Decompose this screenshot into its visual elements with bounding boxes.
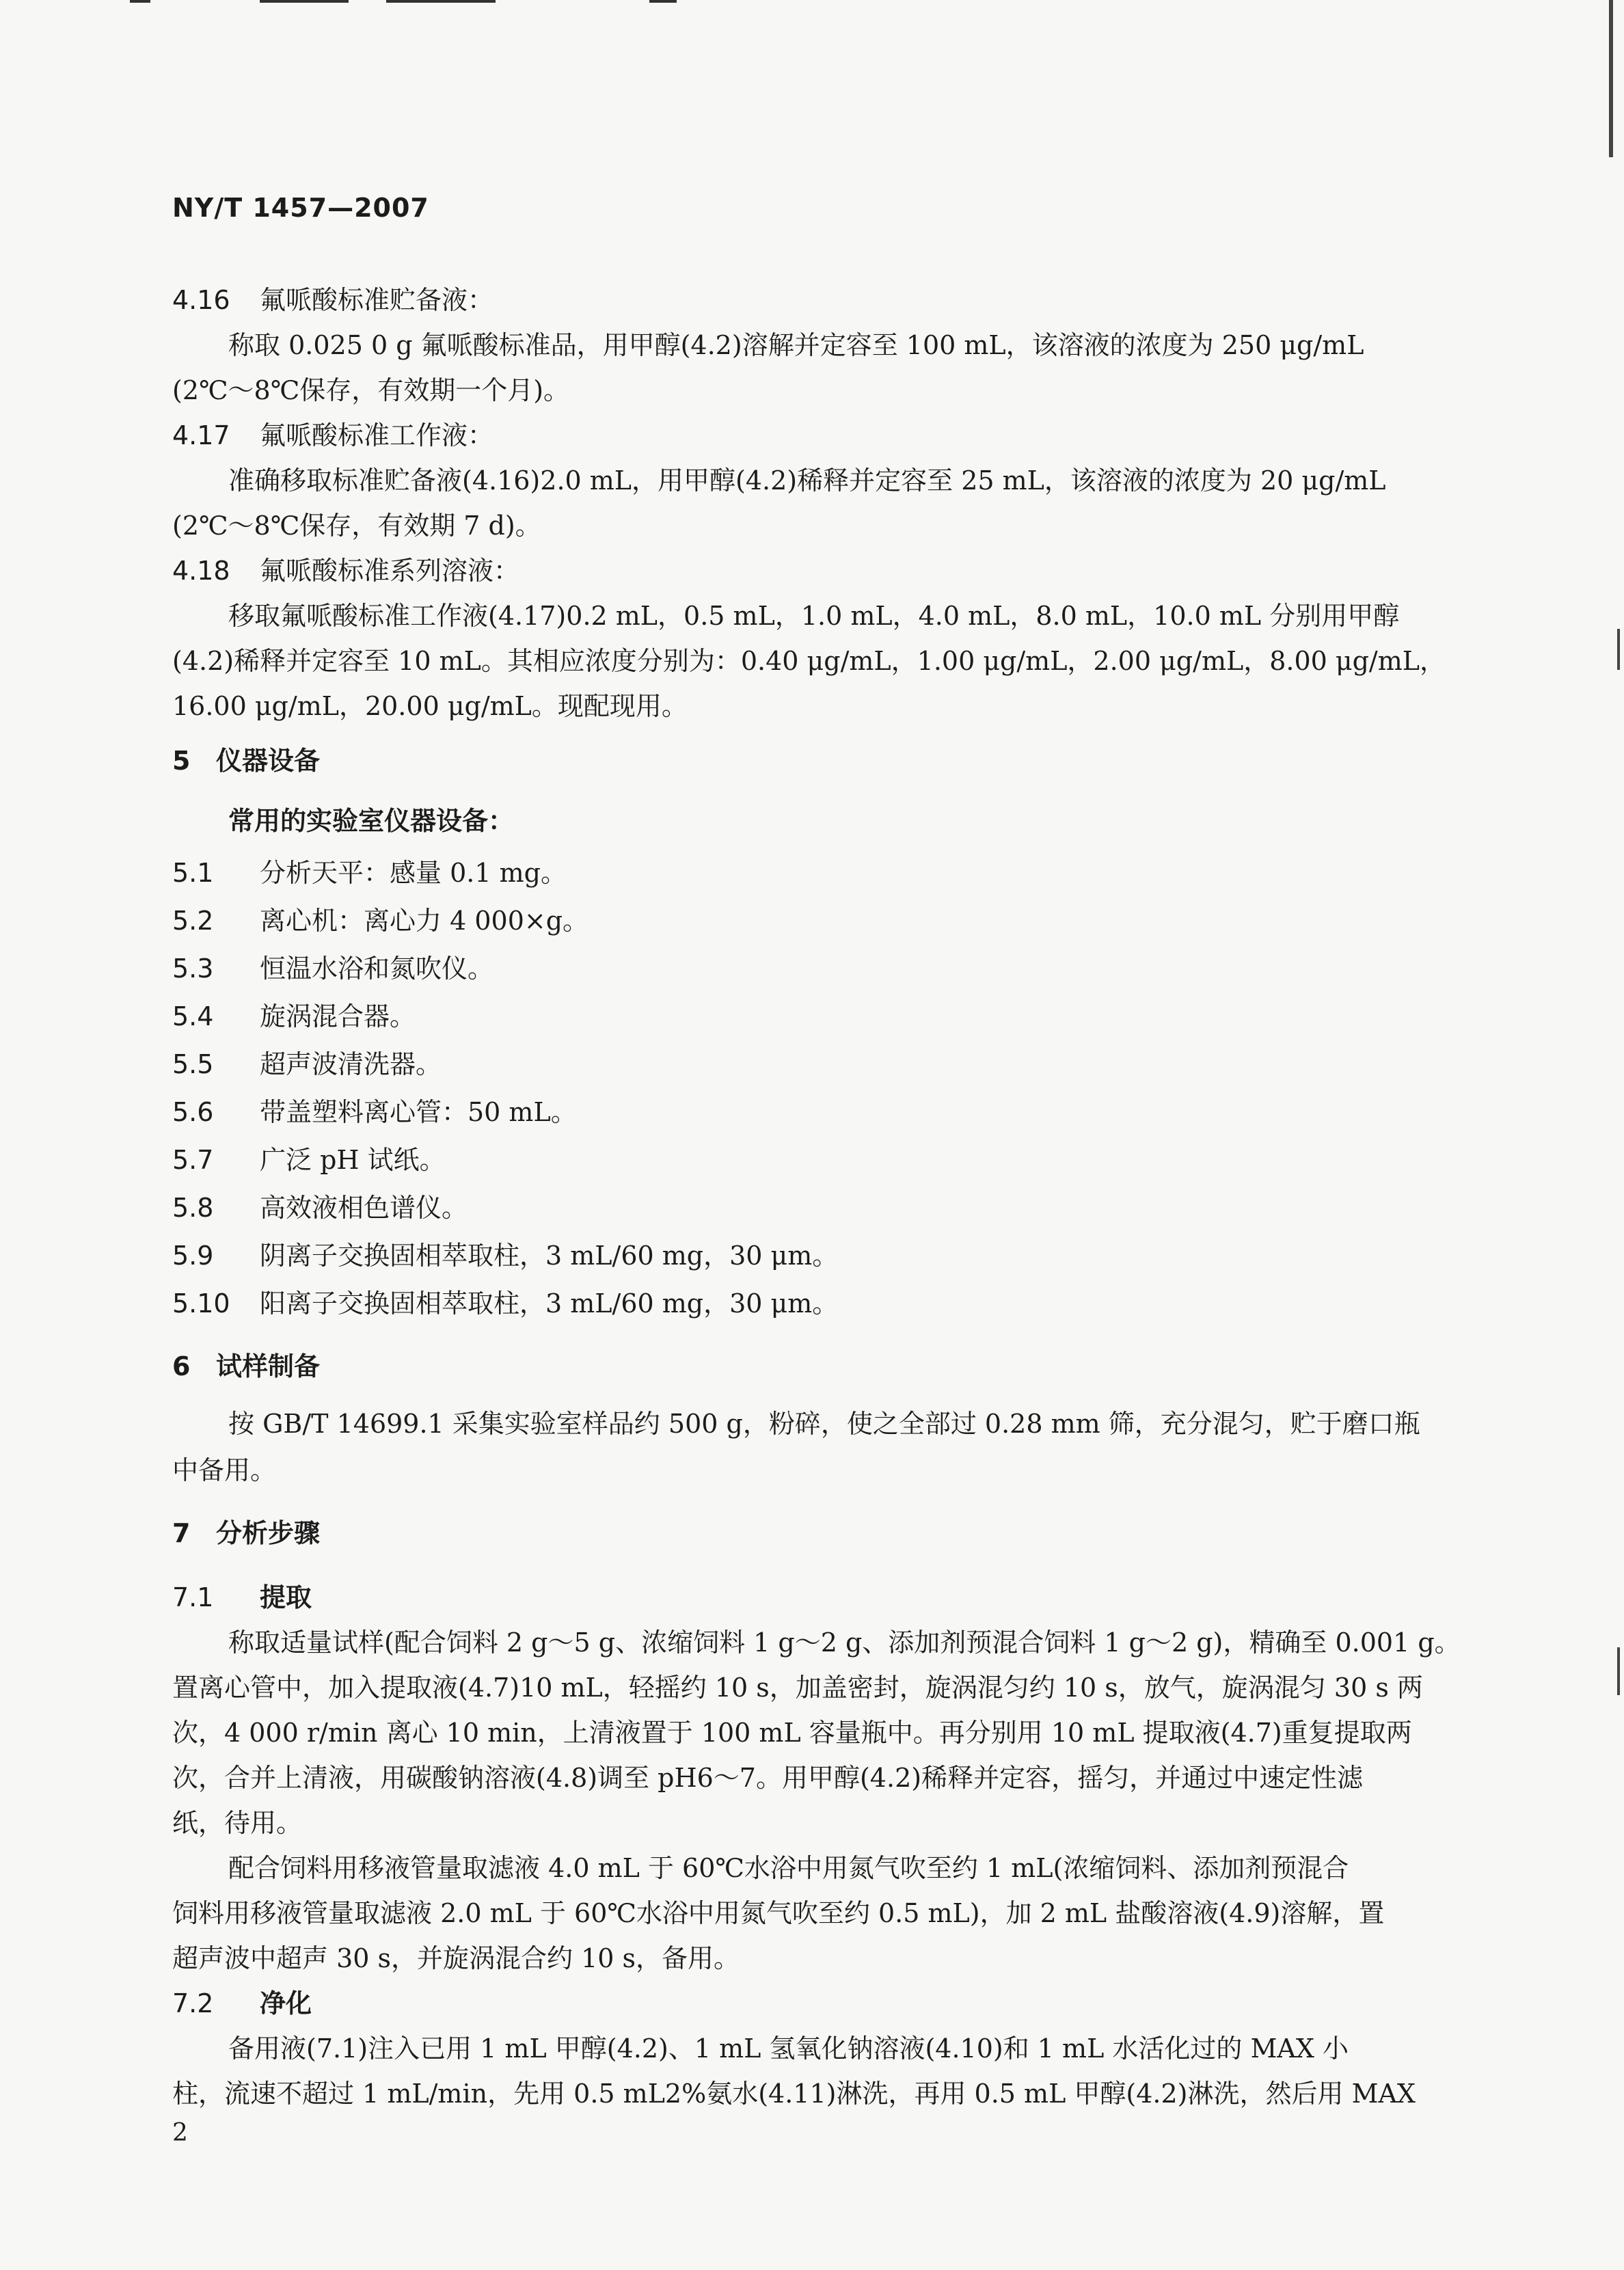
paragraph-line: 移取氟哌酸标准工作液(4.17)0.2 mL，0.5 mL，1.0 mL，4.0 mL，8.0 mL，10.0 mL 分别用甲醇 <box>228 601 1400 631</box>
section-number: 4.17 <box>172 420 230 450</box>
paragraph-line: 备用液(7.1)注入已用 1 mL 甲醇(4.2)、1 mL 氢氧化钠溶液(4.10)和 1 mL 水活化过的 MAX 小 <box>228 2033 1349 2064</box>
list-item <box>172 852 567 889</box>
section-5-heading <box>172 740 320 777</box>
section-number: 7.1 <box>172 1582 214 1612</box>
item-text: 阳离子交换固相萃取柱，3 mL/60 mg，30 μm。 <box>260 1288 839 1319</box>
list-item <box>172 1187 468 1224</box>
standard-code: NY/T 1457—2007 <box>172 193 429 223</box>
list-item <box>172 900 588 937</box>
paragraph-line: 16.00 μg/mL，20.00 μg/mL。现配现用。 <box>172 691 688 721</box>
item-number: 5.10 <box>172 1288 230 1319</box>
item-number: 5.7 <box>172 1145 214 1175</box>
section-title: 氟哌酸标准系列溶液： <box>260 556 520 586</box>
paragraph-line: 饲料用移液管量取滤液 2.0 mL 于 60℃水浴中用氮气吹至约 0.5 mL)，加 2 mL 盐酸溶液(4.9)溶解，置 <box>172 1898 1385 1928</box>
section-number: 7.2 <box>172 1988 214 2018</box>
item-number: 5.5 <box>172 1049 214 1079</box>
paragraph-line: 配合饲料用移液管量取滤液 4.0 mL 于 60℃水浴中用氮气吹至约 1 mL(浓缩饲料、添加剂预混合 <box>228 1853 1349 1883</box>
paragraph-line: 称取适量试样(配合饲料 2 g～5 g、浓缩饲料 1 g～2 g、添加剂预混合饲料 1 g～2 g)，精确至 0.001 g。 <box>228 1627 1461 1658</box>
paragraph-line: 柱，流速不超过 1 mL/min，先用 0.5 mL2%氨水(4.11)淋洗，再用 0.5 mL 甲醇(4.2)淋洗，然后用 MAX <box>172 2079 1416 2109</box>
paragraph-line: 按 GB/T 14699.1 采集实验室样品约 500 g，粉碎，使之全部过 0.28 mm 筛，充分混匀，贮于磨口瓶 <box>228 1409 1420 1439</box>
section-number: 5 <box>172 746 191 776</box>
paragraph-line: 超声波中超声 30 s，并旋涡混合约 10 s，备用。 <box>172 1943 740 1973</box>
section-4-18-heading <box>172 550 519 587</box>
section-7-1-heading <box>172 1576 312 1614</box>
item-number: 5.3 <box>172 954 214 984</box>
item-text: 离心机：离心力 4 000×g。 <box>260 906 589 936</box>
section-title: 试样制备 <box>216 1351 321 1381</box>
item-number: 5.4 <box>172 1001 214 1031</box>
item-number: 5.9 <box>172 1241 214 1271</box>
list-item <box>172 1091 577 1129</box>
paragraph-line: 置离心管中，加入提取液(4.7)10 mL，轻摇约 10 s，加盖密封，旋涡混匀约 10 s，放气，旋涡混匀 30 s 两 <box>172 1673 1423 1703</box>
paragraph-line: (4.2)稀释并定容至 10 mL。其相应浓度分别为：0.40 μg/mL，1.00 μg/mL，2.00 μg/mL，8.00 μg/mL， <box>172 646 1446 676</box>
paragraph-line: 纸，待用。 <box>172 1808 303 1838</box>
section-title: 仪器设备 <box>216 746 321 776</box>
item-number: 5.6 <box>172 1097 214 1127</box>
item-number: 5.8 <box>172 1193 214 1223</box>
list-item <box>172 1282 838 1320</box>
list-item <box>172 947 493 985</box>
section-number: 6 <box>172 1351 191 1381</box>
paragraph-line: 称取 0.025 0 g 氟哌酸标准品，用甲醇(4.2)溶解并定容至 100 mL，该溶液的浓度为 250 μg/mL <box>228 330 1364 360</box>
item-text: 广泛 pH 试纸。 <box>260 1145 446 1175</box>
paragraph-line: (2℃～8℃保存，有效期一个月)。 <box>172 375 570 405</box>
paragraph-line: 中备用。 <box>172 1455 277 1485</box>
section-7-heading <box>172 1512 320 1550</box>
section-title: 氟哌酸标准贮备液： <box>260 285 494 315</box>
item-number: 5.1 <box>172 858 214 888</box>
page-number: 2 <box>172 2119 188 2147</box>
scan-edge-mark <box>1609 0 1613 157</box>
item-text: 带盖塑料离心管：50 mL。 <box>260 1097 577 1127</box>
paragraph-line: 次，合并上清液，用碳酸钠溶液(4.8)调至 pH6～7。用甲醇(4.2)稀释并定容，摇匀，并通过中速定性滤 <box>172 1763 1364 1793</box>
section-number: 4.16 <box>172 285 230 315</box>
section-title: 氟哌酸标准工作液： <box>260 420 494 450</box>
scan-edge-mark <box>1617 629 1620 670</box>
section-number: 7 <box>172 1518 191 1548</box>
list-item <box>172 1139 446 1176</box>
list-item <box>172 995 416 1033</box>
section-title: 净化 <box>260 1988 312 2018</box>
scan-edge-mark <box>1617 1647 1620 1695</box>
paragraph-line: (2℃～8℃保存，有效期 7 d)。 <box>172 511 541 541</box>
item-text: 阴离子交换固相萃取柱，3 mL/60 mg，30 μm。 <box>260 1241 839 1271</box>
list-item <box>172 1234 838 1272</box>
section-7-2-heading <box>172 1982 312 2020</box>
section-intro: 常用的实验室仪器设备： <box>228 806 515 836</box>
section-title: 提取 <box>260 1582 312 1612</box>
item-text: 超声波清洗器。 <box>260 1049 442 1079</box>
item-text: 旋涡混合器。 <box>260 1001 416 1031</box>
section-4-17-heading <box>172 414 493 452</box>
list-item <box>172 1043 442 1081</box>
section-6-heading <box>172 1345 320 1383</box>
item-text: 高效液相色谱仪。 <box>260 1193 468 1223</box>
section-4-16-heading <box>172 279 493 316</box>
section-number: 4.18 <box>172 556 230 586</box>
paragraph-line: 准确移取标准贮备液(4.16)2.0 mL，用甲醇(4.2)稀释并定容至 25 mL，该溶液的浓度为 20 μg/mL <box>228 465 1386 496</box>
section-title: 分析步骤 <box>216 1518 321 1548</box>
item-text: 分析天平：感量 0.1 mg。 <box>260 858 567 888</box>
paragraph-line: 次，4 000 r/min 离心 10 min，上清液置于 100 mL 容量瓶中。再分别用 10 mL 提取液(4.7)重复提取两 <box>172 1718 1412 1748</box>
item-number: 5.2 <box>172 906 214 936</box>
item-text: 恒温水浴和氮吹仪。 <box>260 954 494 984</box>
